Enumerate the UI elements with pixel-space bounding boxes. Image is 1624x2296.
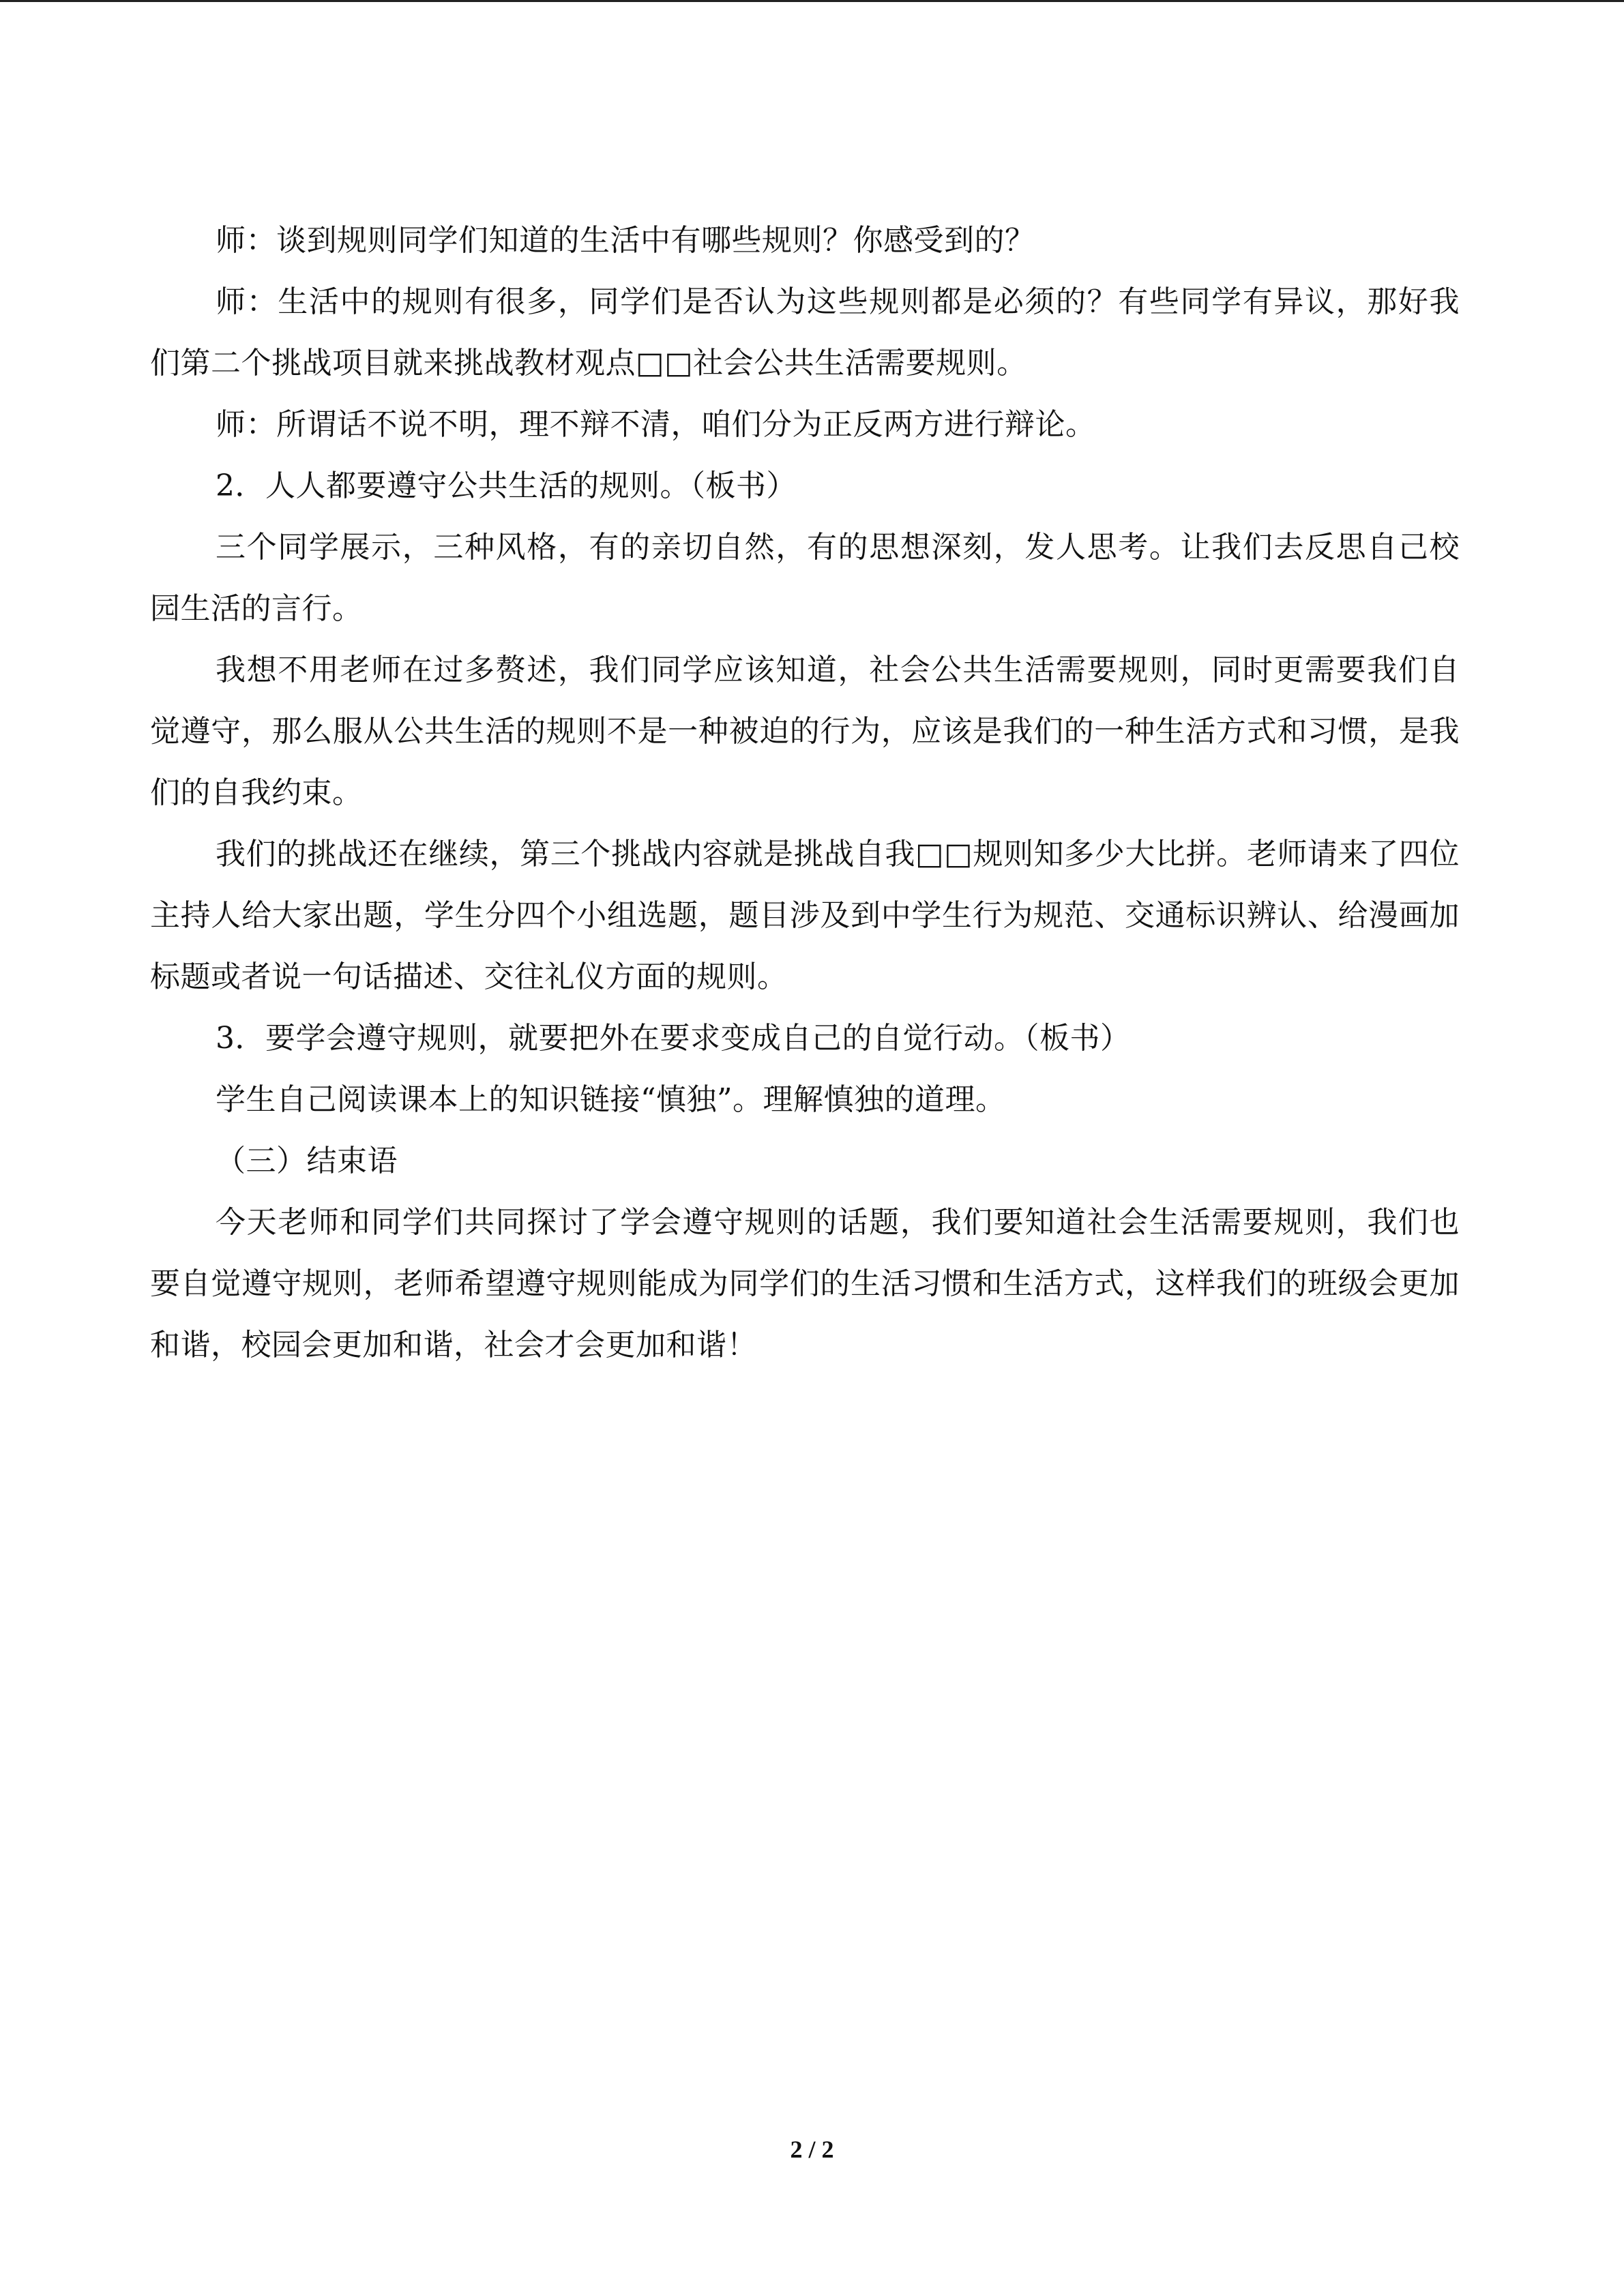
paragraph-heading-2: 2．人人都要遵守公共生活的规则。（板书） xyxy=(216,468,797,503)
paragraph-conclusion: 今天老师和同学们共同探讨了学会遵守规则的话题，我们要知道社会生活需要规则，我们也要自觉遵守规则，老师希望遵守规则能成为同学们的生活习惯和生活方式，这样我们的班级会更加和谐，校园会更加和谐，社会才会更加和谐！ xyxy=(150,1205,1460,1362)
section-heading-conclusion: （三）结束语 xyxy=(216,1144,398,1178)
page-top-border xyxy=(0,0,1624,2)
paragraph-heading-3: 3．要学会遵守规则，就要把外在要求变成自己的自觉行动。（板书） xyxy=(216,1021,1131,1056)
paragraph-reading-shendu: 学生自己阅读课本上的知识链接“慎独”。理解慎独的道理。 xyxy=(216,1082,1006,1117)
page-number: 2 / 2 xyxy=(790,2136,834,2163)
paragraph-third-challenge: 我们的挑战还在继续，第三个挑战内容就是挑战自我□□规则知多少大比拼。老师请来了四位主持人给大家出题，学生分四个小组选题，题目涉及到中学生行为规范、交通标识辨认、给漫画加标题或者说一句话描述、交往礼仪方面的规则。 xyxy=(150,837,1460,994)
document-body xyxy=(150,210,1460,1376)
paragraph-teacher-question-rules: 师：谈到规则同学们知道的生活中有哪些规则？你感受到的？ xyxy=(216,223,1035,258)
paragraph-self-discipline: 我想不用老师在过多赘述，我们同学应该知道，社会公共生活需要规则，同时更需要我们自觉遵守，那么服从公共生活的规则不是一种被迫的行为，应该是我们的一种生活方式和习惯，是我们的自我约束。 xyxy=(150,653,1460,810)
paragraph-debate: 师：所谓话不说不明，理不辩不清，咱们分为正反两方进行辩论。 xyxy=(216,407,1096,442)
paragraph-second-challenge: 师：生活中的规则有很多，同学们是否认为这些规则都是必须的？有些同学有异议，那好我们第二个挑战项目就来挑战教材观点□□社会公共生活需要规则。 xyxy=(150,284,1460,381)
paragraph-student-presentations: 三个同学展示，三种风格，有的亲切自然，有的思想深刻，发人思考。让我们去反思自己校园生活的言行。 xyxy=(150,530,1460,626)
